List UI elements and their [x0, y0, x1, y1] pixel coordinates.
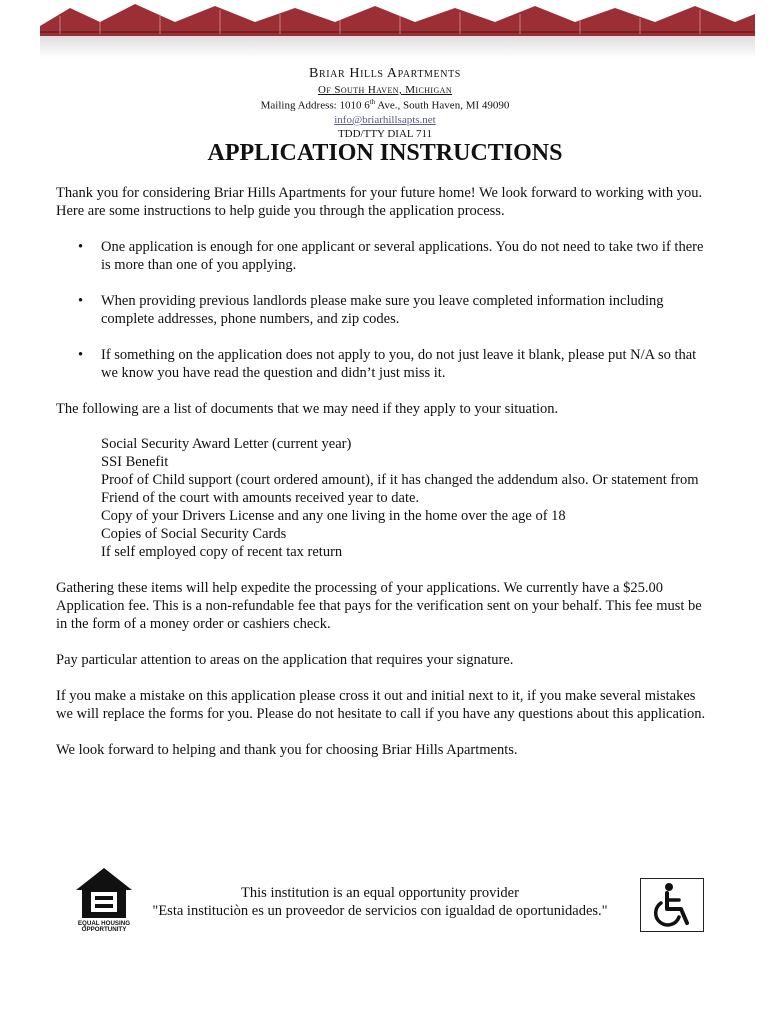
wheelchair-icon-box — [640, 878, 704, 932]
list-item — [56, 346, 706, 382]
intro-paragraph: Thank you for considering Briar Hills Apartments for your future home! We look forward to working with you. Here are some instructions to help guide you through the application process. — [56, 185, 703, 219]
document-item: Copies of Social Security Cards — [101, 526, 287, 542]
document-item: Copy of your Drivers License and any one living in the home over the age of 18 — [101, 508, 566, 524]
eho-text-2: OPPORTUNITY — [81, 926, 127, 932]
mailing-address — [0, 98, 770, 112]
bullet-icon: • — [78, 347, 84, 363]
closing-paragraph: We look forward to helping and thank you for choosing Briar Hills Apartments. — [56, 742, 518, 758]
roofline-banner-icon — [40, 2, 755, 60]
mailing-address-suffix: Ave., South Haven, MI 49090 — [375, 99, 510, 112]
footer-line-2: "Esta instituciòn es un proveedor de servicios con igualdad de oportunidades." — [152, 903, 608, 919]
bullet-text: If something on the application does not apply to you, do not just leave it blank, please put N/A so that we know you have read the question and didn’t just miss it. — [101, 347, 697, 381]
footer-statement — [140, 884, 620, 920]
bullet-text: When providing previous landlords please make sure you leave completed information including complete addresses, phone numbers, and zip codes. — [101, 293, 664, 327]
footer-line-1: This institution is an equal opportunity provider — [241, 885, 519, 901]
bullet-text: One application is enough for one applicant or several applications. You do not need to take two if there is more than one of you applying. — [101, 239, 704, 273]
tdd-line: TDD/TTY DIAL 711 — [337, 127, 433, 140]
org-name: Briar Hills Apartments — [309, 66, 461, 81]
document-item: Social Security Award Letter (current year) — [101, 436, 352, 452]
email-link[interactable]: info@briarhillsapts.net — [334, 113, 436, 126]
equal-housing-icon — [74, 866, 134, 932]
mistake-paragraph: If you make a mistake on this application please cross it out and initial next to it, if you make several mistakes we will replace the forms for you. Please do not hesitate to call if you have any questions about this application. — [56, 688, 706, 722]
signature-paragraph: Pay particular attention to areas on the application that requires your signature. — [56, 652, 514, 668]
document-item: SSI Benefit — [101, 454, 169, 470]
mailing-address-sup: th — [369, 98, 376, 106]
document-item: Proof of Child support (court ordered amount), if it has changed the addendum also. Or statement from Friend of the court with amounts received year to date. — [101, 472, 699, 506]
documents-list — [56, 435, 706, 561]
bullet-icon: • — [78, 293, 84, 309]
list-item — [56, 292, 706, 328]
fee-paragraph: Gathering these items will help expedite the processing of your applications. We currently have a $25.00 Application fee. This is a non-refundable fee that pays for the verification sent on your behalf. This fee must be in the form of a money order or cashiers check. — [56, 580, 702, 632]
letterhead — [0, 66, 770, 140]
document-body — [56, 184, 706, 759]
document-item: If self employed copy of recent tax return — [101, 544, 343, 560]
eho-text-1: EQUAL HOUSING — [77, 920, 131, 927]
org-subtitle: Of South Haven, Michigan — [317, 84, 452, 96]
documents-intro: The following are a list of documents that we may need if they apply to your situation. — [56, 401, 559, 417]
mailing-address-prefix: Mailing Address: 1010 6 — [260, 99, 370, 112]
wheelchair-icon — [641, 879, 703, 931]
page-title: APPLICATION INSTRUCTIONS — [207, 140, 563, 166]
list-item — [56, 238, 706, 274]
bullet-icon: • — [78, 239, 84, 255]
